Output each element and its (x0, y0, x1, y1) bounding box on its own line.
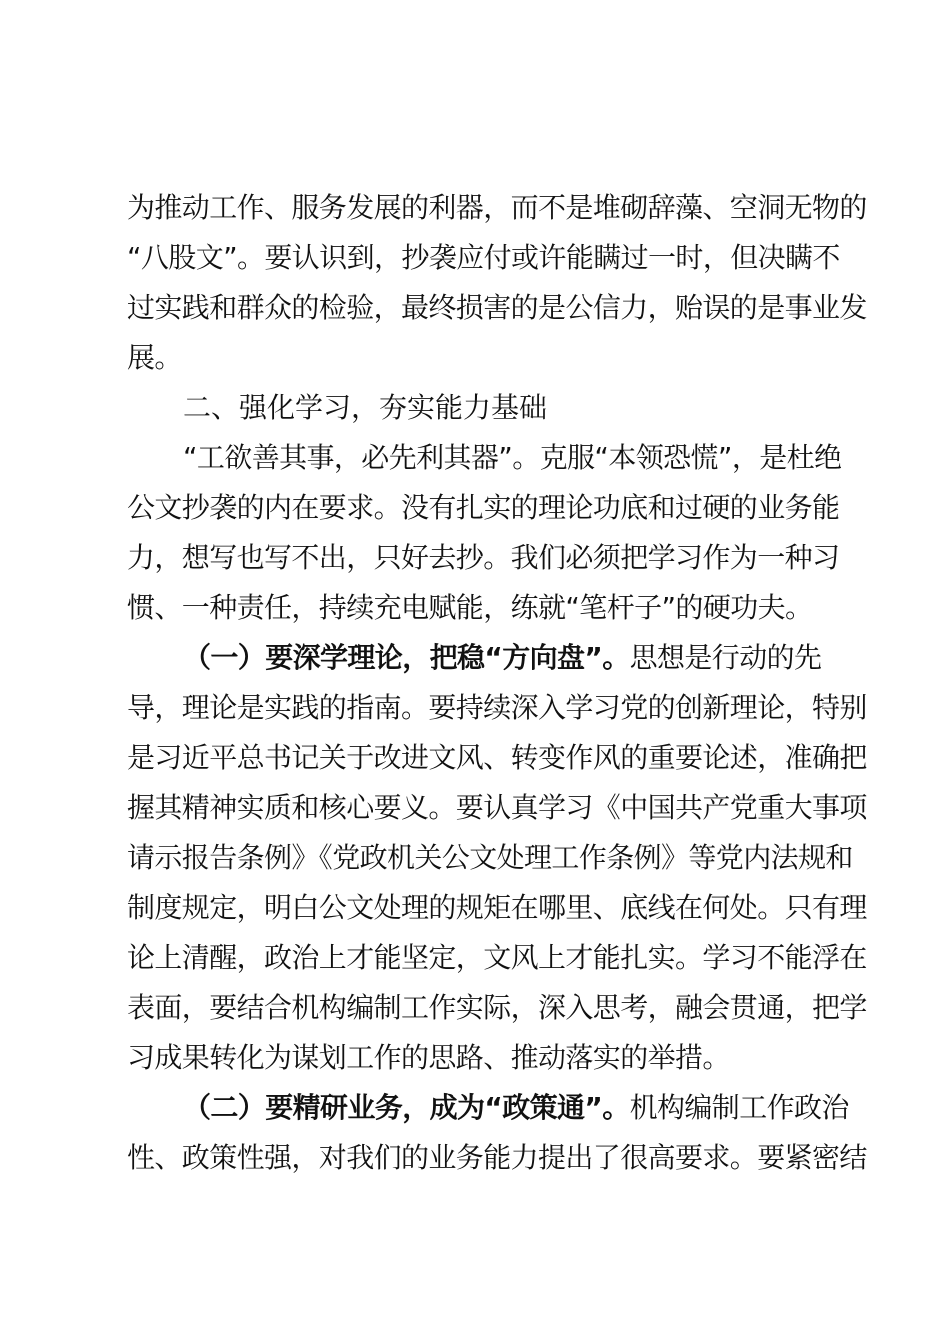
subsection-2-first-line (127, 1083, 849, 1133)
subsection-2-title: （二）要精研业务，成为“政策通”。 (183, 1091, 630, 1124)
paragraph-line: 制度规定，明白公文处理的规矩在哪里、底线在何处。只有理 (127, 891, 867, 924)
paragraph-line: 表面，要结合机构编制工作实际，深入思考，融会贯通，把学 (127, 991, 867, 1024)
paragraph-line: 惯、一种责任，持续充电赋能，练就“笔杆子”的硬功夫。 (127, 591, 813, 624)
paragraph-line: 公文抄袭的内在要求。没有扎实的理论功底和过硬的业务能 (127, 491, 840, 524)
paragraph-line: 性、政策性强，对我们的业务能力提出了很高要求。要紧密结 (127, 1141, 867, 1174)
document-page (127, 183, 867, 1183)
paragraph-line: 展。 (127, 341, 182, 374)
subsection-1-title: （一）要深学理论，把稳“方向盘”。 (183, 641, 630, 674)
paragraph-line: 握其精神实质和核心要义。要认真学习《中国共产党重大事项 (127, 791, 867, 824)
paragraph-line: 导，理论是实践的指南。要持续深入学习党的创新理论，特别 (127, 691, 867, 724)
paragraph-line: 过实践和群众的检验，最终损害的是公信力，贻误的是事业发 (127, 291, 867, 324)
paragraph-line: 力，想写也写不出，只好去抄。我们必须把学习作为一种习 (127, 541, 840, 574)
subsection-1-text: 思想是行动的先 (629, 641, 822, 674)
paragraph-line: 习成果转化为谋划工作的思路、推动落实的举措。 (127, 1041, 730, 1074)
paragraph-line: 请示报告条例》《党政机关公文处理工作条例》等党内法规和 (127, 841, 853, 874)
paragraph-line: 为推动工作、服务发展的利器，而不是堆砌辞藻、空洞无物的 (127, 191, 867, 224)
paragraph-line: “工欲善其事，必先利其器”。克服“本领恐慌”，是杜绝 (183, 441, 842, 474)
paragraph-line: “八股文”。要认识到，抄袭应付或许能瞒过一时，但决瞒不 (127, 241, 840, 274)
subsection-1-first-line (127, 633, 833, 683)
paragraph-line: 是习近平总书记关于改进文风、转变作风的重要论述，准确把 (127, 741, 867, 774)
section-heading: 二、强化学习，夯实能力基础 (183, 391, 548, 424)
subsection-2-text: 机构编制工作政治 (629, 1091, 849, 1124)
paragraph-line: 论上清醒，政治上才能坚定，文风上才能扎实。学习不能浮在 (127, 941, 867, 974)
